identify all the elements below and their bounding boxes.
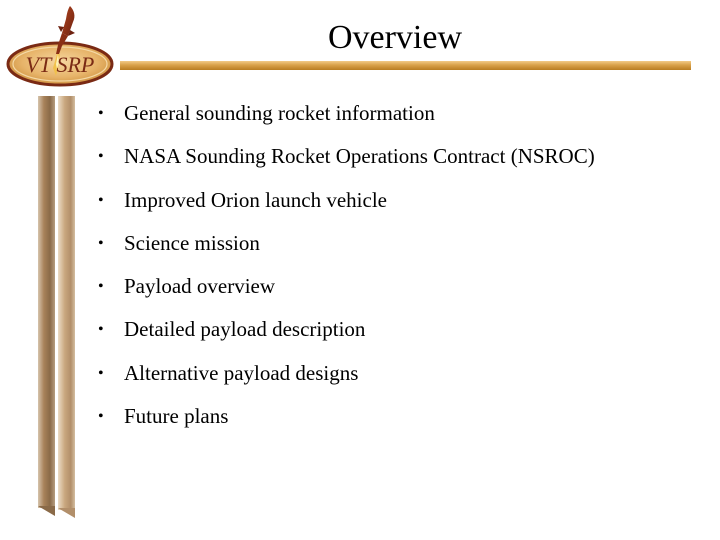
bullet-text: NASA Sounding Rocket Operations Contract (NSROC) [124,144,595,169]
bullet-marker: • [98,321,104,339]
logo-text: VT SRP [25,52,95,77]
bullet-item [98,179,595,222]
bullet-marker: • [98,105,104,122]
vt-srp-logo [4,2,116,92]
bullet-marker: • [98,234,104,252]
left-decorative-bar [38,96,55,508]
bullet-item [98,265,595,308]
bullet-text: Improved Orion launch vehicle [124,187,387,212]
bullet-item [98,352,595,395]
bullet-marker: • [98,278,104,296]
bullet-text: Science mission [124,230,260,255]
bullet-text: Alternative payload designs [124,360,359,385]
bullet-marker: • [98,191,104,209]
bullet-item [98,92,595,135]
bullet-item [98,308,595,351]
title-underline-bar [120,61,691,70]
bullet-text: General sounding rocket information [124,101,435,125]
bullet-item [98,222,595,265]
bullet-item [98,135,595,178]
bullet-item [98,395,595,438]
overview-bullet-list [98,92,595,438]
right-decorative-bar [58,96,75,510]
bullet-text: Future plans [124,404,229,429]
bullet-marker: • [98,364,104,382]
bullet-marker: • [98,148,104,166]
bullet-text: Detailed payload description [124,317,366,342]
bullet-text: Payload overview [124,274,276,299]
slide-title: Overview [327,19,463,56]
bullet-marker: • [98,408,104,426]
